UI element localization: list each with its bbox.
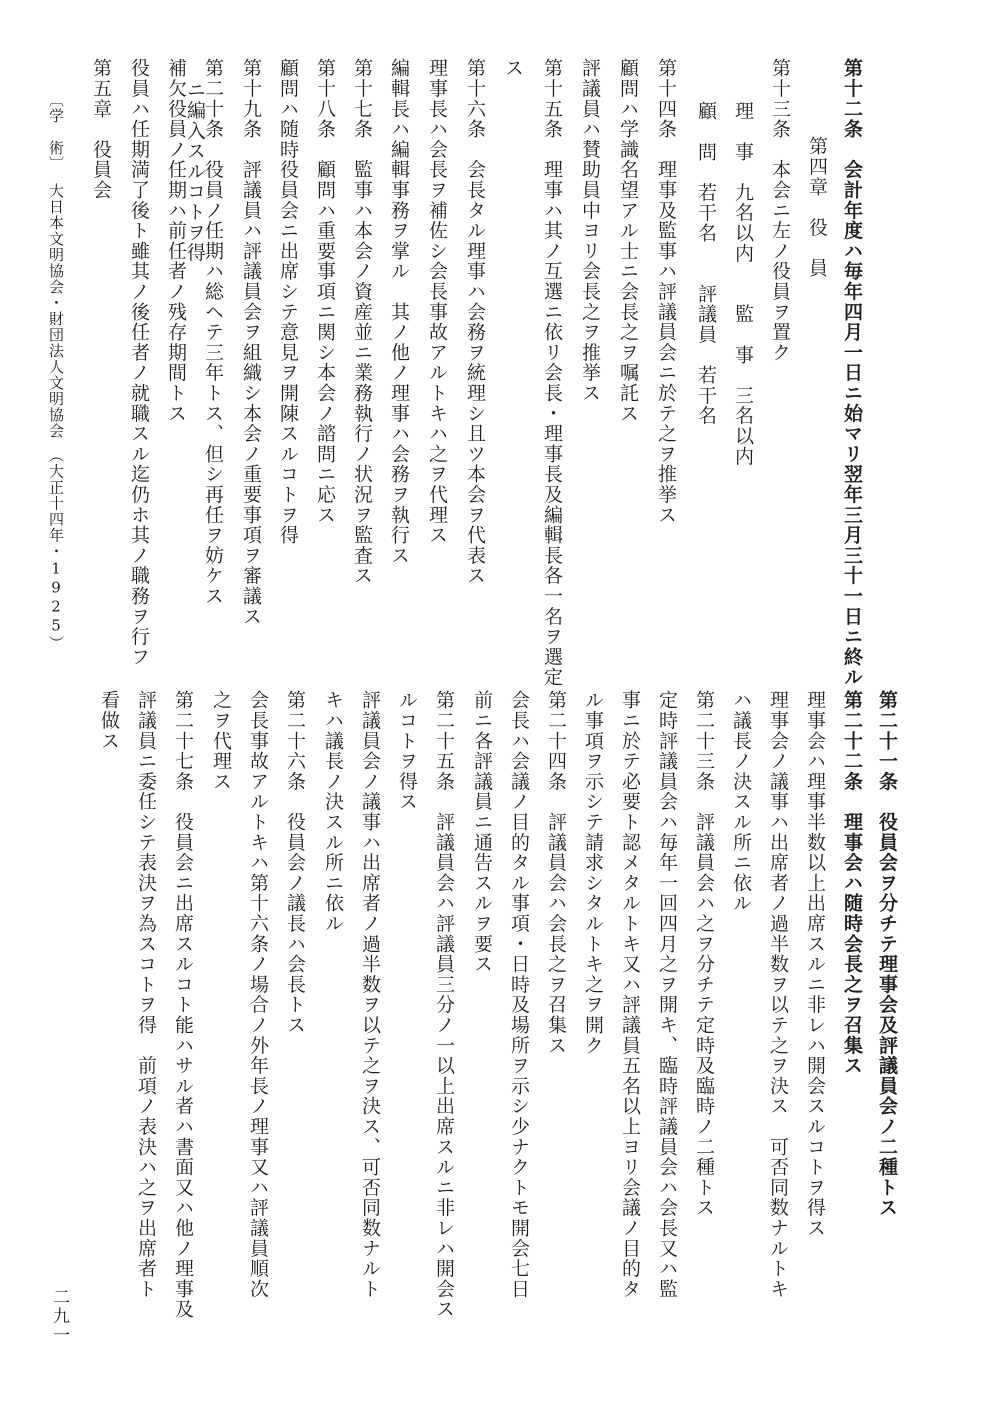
text-column: 補欠役員ノ任期ハ前任者ノ残存期間トス (165, 58, 187, 424)
text-column: 顧問ハ学識名望アル士ニ会長之ヲ嘱託ス (617, 58, 639, 424)
text-column: 評議員会ノ議事ハ出席者ノ過半数ヲ以テ之ヲ決ス、可否同数ナルト (359, 690, 381, 1299)
text-column: 評議員ハ賛助員中ヨリ会長之ヲ推挙ス (579, 58, 601, 404)
text-column: ルコトヲ得ス (396, 690, 418, 812)
article-21: 第二十一条 役員会ヲ分チテ理事会及評議員会ノ二種トス (876, 690, 898, 1218)
article-22: 第二十二条 理事会ハ随時会長之ヲ召集ス (841, 690, 863, 1076)
article-17: 第十七条 監事ハ本会ノ資産並ニ業務執行ノ状況ヲ監査ス (351, 58, 373, 586)
text-column: ニ編入スルコトヲ得 (184, 80, 206, 263)
article-13: 第十三条 本会ニ左ノ役員ヲ置ク (769, 58, 791, 363)
text-column: 役員ハ任期満了後ト雖其ノ後任者ノ就職スル迄仍ホ其ノ職務ヲ行フ (128, 58, 150, 667)
article-15: 第十五条 理事ハ其ノ互選ニ依リ会長・理事長及編輯長各一名ヲ選定 (541, 58, 563, 688)
officers-list: 理 事 九名以内 監 事 三名以内 (732, 101, 754, 467)
text-column: 定時評議員会ハ毎年一回四月之ヲ開キ、臨時評議員会ハ会長又ハ監 (656, 690, 678, 1299)
article-27: 第二十七条 役員会ニ出席スルコト能ハサル者ハ書面又ハ他ノ理事及 (172, 690, 194, 1320)
text-column: 理事長ハ会長ヲ補佐シ会長事故アルトキハ之ヲ代理ス (426, 58, 448, 546)
article-24: 第二十四条 評議員会ハ会長之ヲ召集ス (545, 690, 567, 1056)
text-column: 理事会ハ理事半数以上出席スルニ非レハ開会スルコトヲ得ス (804, 690, 826, 1239)
text-column: 評議員ニ委任シテ表決ヲ為スコトヲ得 前項ノ表決ハ之ヲ出席者ト (135, 690, 157, 1299)
text-column: 之ヲ代理ス (210, 690, 232, 792)
text-column: 顧問ハ随時役員会ニ出席シテ意見ヲ開陳スルコトヲ得 (277, 58, 299, 546)
text-column: キハ議長ノ決スル所ニ依ル (322, 690, 344, 934)
officers-list: 顧 問 若干名 評議員 若干名 (695, 101, 717, 426)
article-23: 第二十三条 評議員会ハ之ヲ分チテ定時及臨時ノ二種トス (693, 690, 715, 1218)
article-19: 第十九条 評議員ハ評議員会ヲ組織シ本会ノ重要事項ヲ審議ス (240, 58, 262, 627)
chapter-heading: 第四章 役 員 (806, 136, 828, 279)
text-column: ハ議長ノ決スル所ニ依ル (730, 690, 752, 914)
chapter-heading: 第五章 役員会 (90, 58, 112, 201)
article-16: 第十六条 会長タル理事ハ会務ヲ統理シ且ツ本会ヲ代表ス (464, 58, 486, 586)
article-20: 第二十条 役員ノ任期ハ総ヘテ三年トス、但シ再任ヲ妨ケス (202, 58, 224, 607)
text-column: 看做ス (98, 690, 120, 751)
text-column: 前ニ各評議員ニ通告スルヲ要ス (471, 690, 493, 975)
category-label: 〔学 術〕 (47, 92, 65, 172)
article-25: 第二十五条 評議員会ハ評議員三分ノ一以上出席スルニ非レハ開会ス (433, 690, 455, 1320)
text-column: ス (502, 58, 524, 79)
article-18: 第十八条 顧問ハ重要事項ニ関シ本会ノ諮問ニ応ス (314, 58, 336, 525)
source-citation: 大日本文明協会・財団法人文明協会 （大正十四年・1925） (47, 183, 65, 652)
text-column: 会長ハ会議ノ目的タル事項・日時及場所ヲ示シ少ナクトモ開会七日 (508, 690, 530, 1299)
article-12: 第十二条 会計年度ハ毎年四月一日ニ始マリ翌年三月三十一日ニ終ル (841, 58, 863, 688)
text-column: 理事会ノ議事ハ出席者ノ過半数ヲ以テ之ヲ決ス 可否同数ナルトキ (767, 690, 789, 1299)
text-column: 編輯長ハ編輯事務ヲ掌ル 其ノ他ノ理事ハ会務ヲ執行ス (388, 58, 410, 566)
text-column: 会長事故アルトキハ第十六条ノ場合ノ外年長ノ理事又ハ評議員順次 (247, 690, 269, 1299)
article-14: 第十四条 理事及監事ハ評議員会ニ於テ之ヲ推挙ス (655, 58, 677, 525)
article-26: 第二十六条 役員会ノ議長ハ会長トス (284, 690, 306, 1036)
text-column: 事ニ於テ必要ト認メタルトキ又ハ評議員五名以上ヨリ会議ノ目的タ (619, 690, 641, 1299)
text-column: ル事項ヲ示シテ請求シタルトキ之ヲ開ク (582, 690, 604, 1056)
page-number: 二九一 (49, 1288, 69, 1345)
